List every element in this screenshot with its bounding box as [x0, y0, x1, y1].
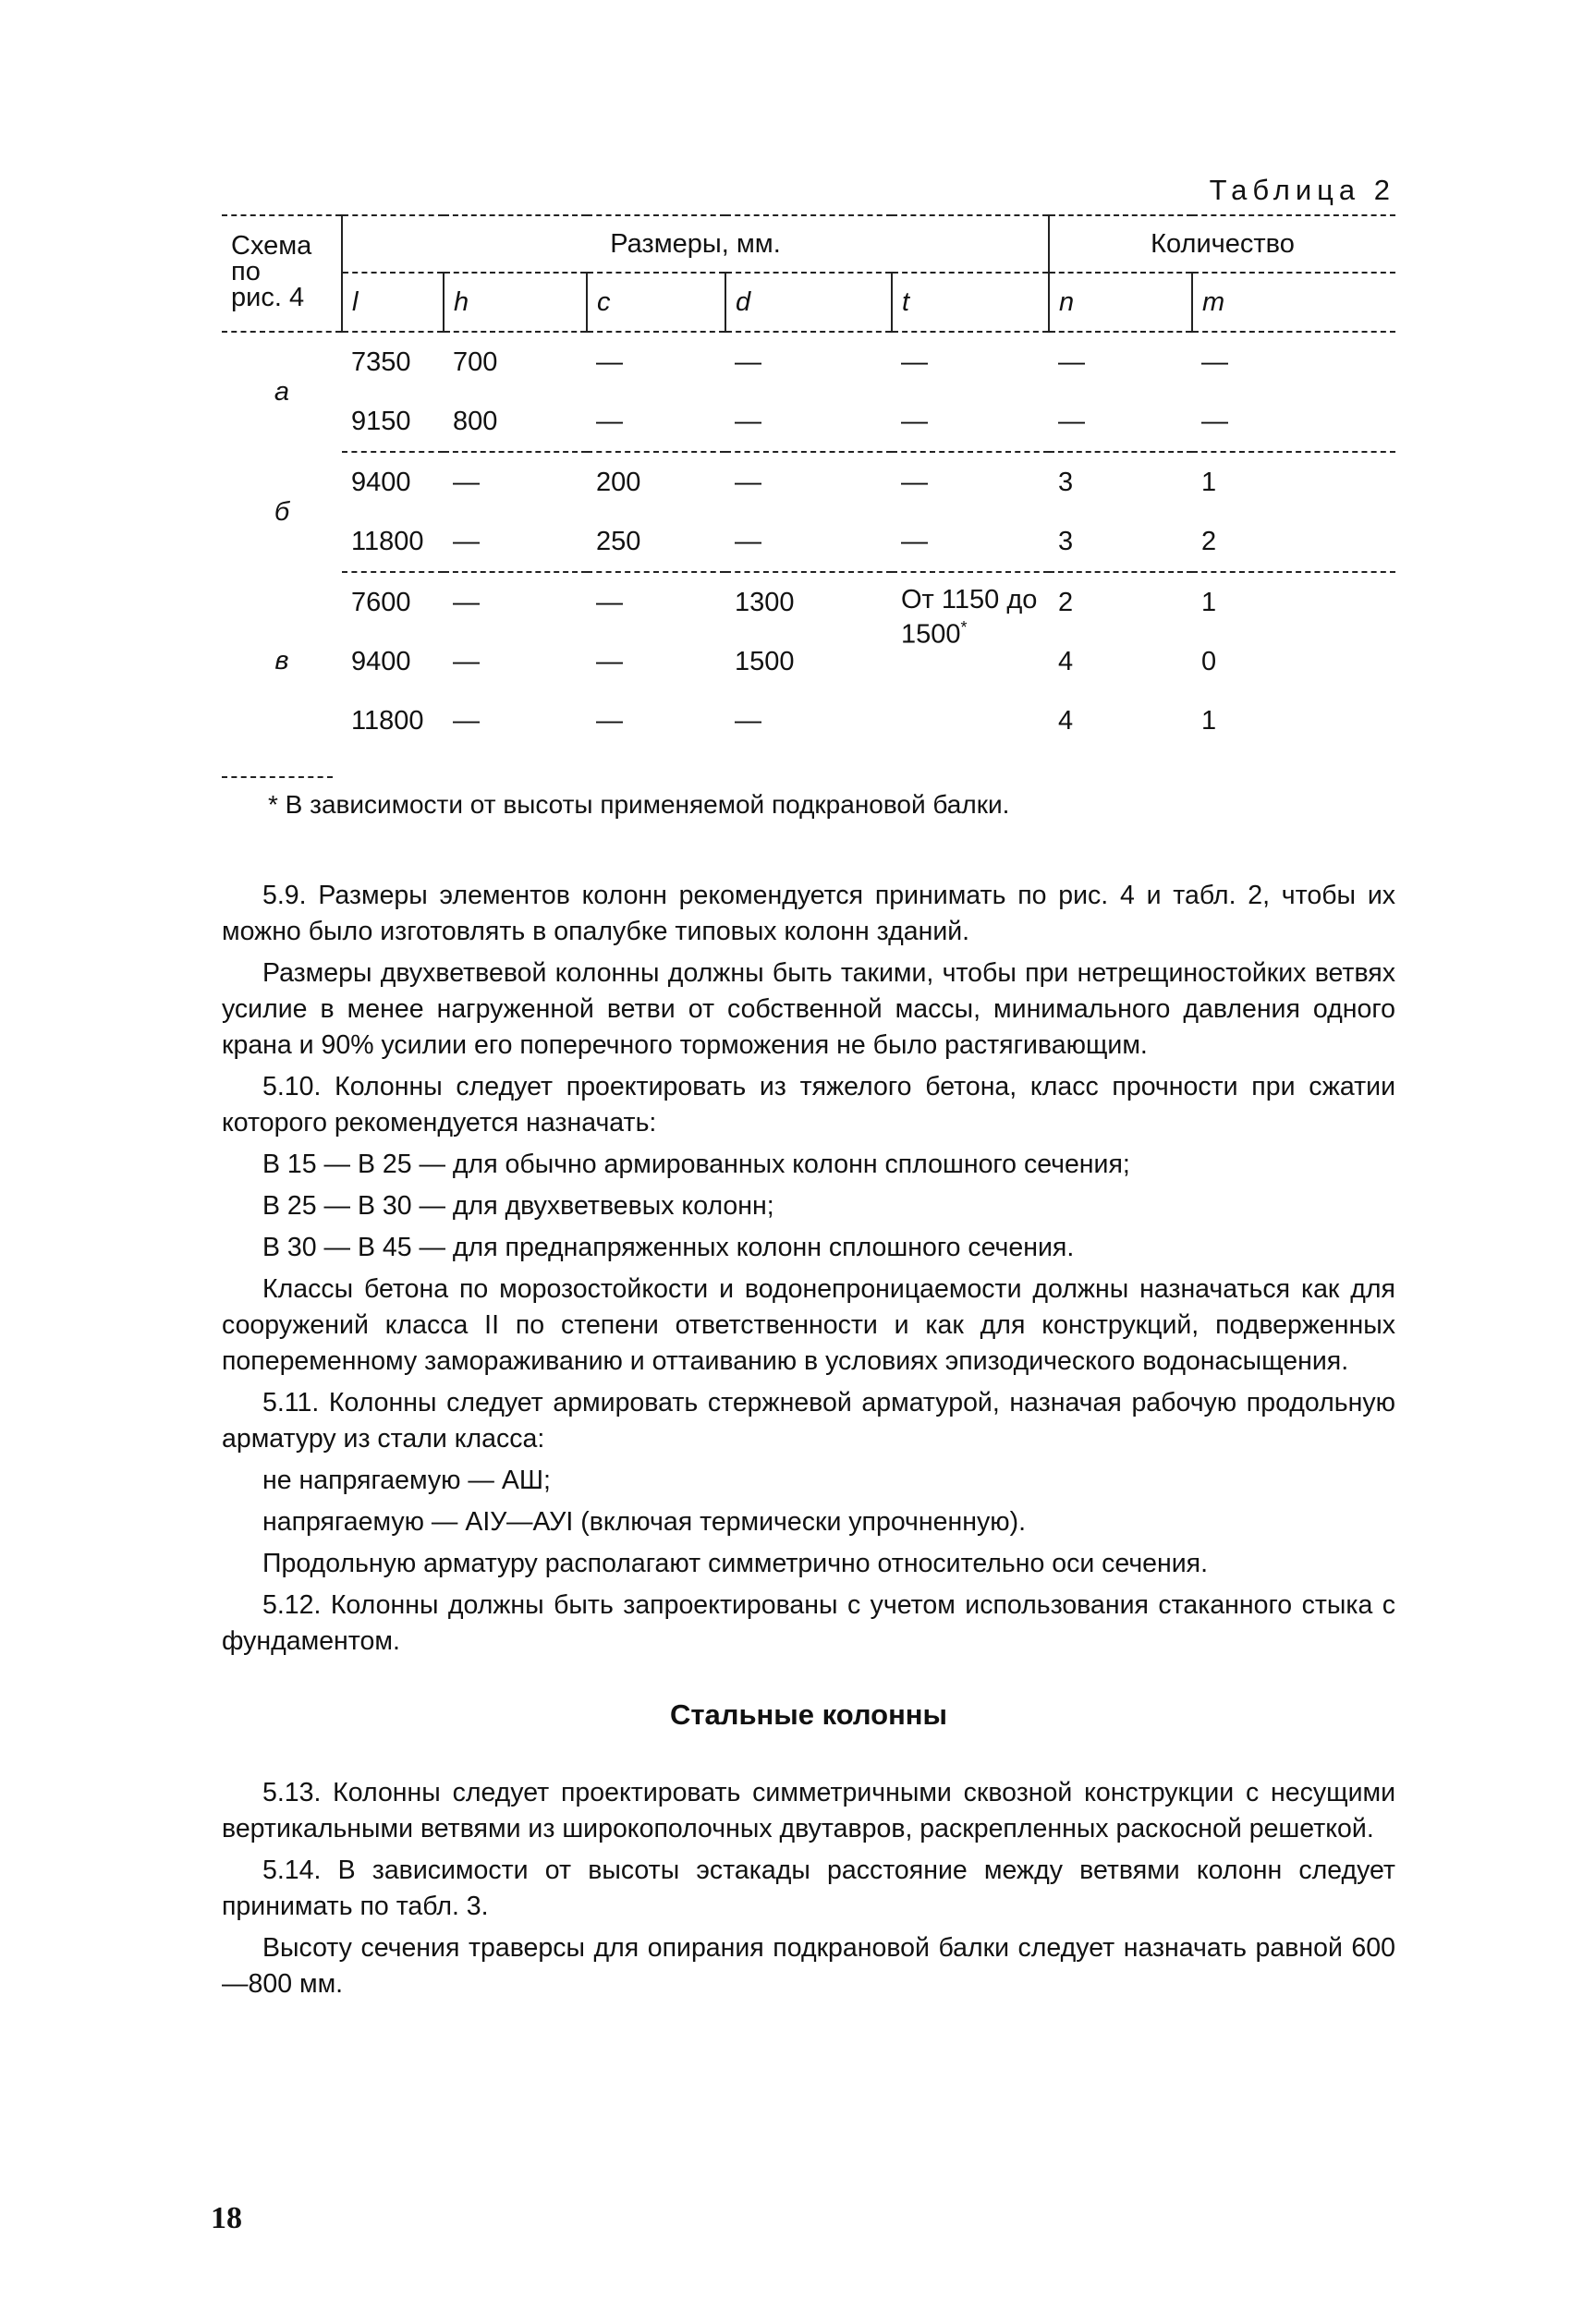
table-footnote: * В зависимости от высоты применяемой подкрановой балки.: [268, 790, 1010, 819]
subheader-m: m: [1192, 273, 1395, 332]
paragraph: 5.12. Колонны должны быть запроектированы с учетом использования стаканного стыка с фундаментом.: [222, 1590, 1395, 1656]
body-text: [222, 878, 1395, 2008]
table-row: [222, 452, 1395, 512]
scheme-cell: б: [274, 496, 290, 527]
table-row: [222, 572, 1395, 632]
paragraph: 5.9. Размеры элементов колонн рекомендуется принимать по рис. 4 и табл. 2, чтобы их можно было изготовлять в опалубке типовых колонн зданий.: [222, 881, 1395, 946]
table-cell: —: [901, 467, 928, 497]
table-cell: 250: [587, 512, 725, 572]
subheader-l: l: [342, 273, 444, 332]
table-cell: —: [587, 392, 725, 452]
section-title: Стальные колонны: [669, 1698, 948, 1731]
paragraph: Размеры двухветвевой колонны должны быть такими, чтобы при нетрещиностойких ветвях усилие в менее нагруженной ветви от собственной массы, минимального давления одного крана и 90% усилии его поперечного торможения не было растягивающим.: [222, 958, 1395, 1060]
paragraph: напрягаемую — АIУ—АУI (включая термически упрочненную).: [262, 1507, 1026, 1537]
table-row: [222, 332, 1395, 392]
table-body: [222, 332, 1395, 750]
subheader-d: d: [725, 273, 892, 332]
table-cell: —: [596, 705, 623, 736]
table-cell: —: [901, 347, 928, 377]
paragraph: 5.14. В зависимости от высоты эстакады расстояние между ветвями колонн следует принимать по табл. 3.: [222, 1856, 1395, 1921]
table-cell: 800: [444, 392, 587, 452]
paragraph: Продольную арматуру располагают симметрично относительно оси сечения.: [262, 1549, 1209, 1578]
table-row: [222, 392, 1395, 452]
paragraph: 5.11. Колонны следует армировать стержневой арматурой, назначая рабочую продольную арматуру из стали класса:: [222, 1388, 1395, 1454]
paragraph: не напрягаемую — АШ;: [262, 1466, 551, 1495]
subheader-h: h: [444, 273, 587, 332]
table-cell: —: [725, 512, 892, 572]
table-row: [222, 691, 1395, 750]
scheme-cell: а: [274, 377, 290, 407]
paragraph: 5.10. Колонны следует проектировать из тяжелого бетона, класс прочности при сжатии которого рекомендуется назначать:: [222, 1072, 1395, 1138]
header-scheme: Схема по рис. 4: [222, 215, 342, 332]
table-cell: 200: [596, 467, 641, 497]
table-cell: 9400: [351, 646, 411, 676]
table-cell: 1500: [735, 646, 795, 676]
table-cell: —: [444, 512, 587, 572]
table-cell: —: [1192, 392, 1395, 452]
table-cell: 11800: [351, 705, 424, 736]
table-caption: Таблица 2: [1209, 174, 1395, 206]
paragraph: Высоту сечения траверсы для опирания подкрановой балки следует назначать равной 600—800 мм.: [222, 1933, 1395, 1999]
table-cell: 4: [1058, 705, 1074, 736]
table-cell: —: [596, 347, 623, 377]
table-cell: 4: [1058, 646, 1074, 676]
table-cell: 3: [1049, 512, 1192, 572]
subheader-t: t: [892, 273, 1049, 332]
table-cell: —: [735, 347, 761, 377]
paragraph: В 30 — В 45 — для преднапряженных колонн сплошного сечения.: [262, 1233, 1075, 1262]
table-cell: 1: [1201, 587, 1217, 617]
table-row: [222, 512, 1395, 572]
footnote-marker: *: [960, 618, 968, 637]
scheme-cell: в: [274, 646, 289, 675]
table-cell: 7350: [351, 347, 411, 377]
table-cell: 1300: [735, 587, 795, 617]
paragraph: Классы бетона по морозостойкости и водонепроницаемости должны назначаться как для сооружений класса II по степени ответственности и как для конструкций, подверженных попеременному замораживанию и оттаиванию в условиях эпизодического водонасыщения.: [222, 1274, 1395, 1376]
table-cell: —: [735, 705, 761, 736]
table-cell: 11800: [342, 512, 444, 572]
paragraph: В 15 — В 25 — для обычно армированных колонн сплошного сечения;: [262, 1150, 1130, 1179]
table-cell-t-range: От 1150 до 1500*: [901, 585, 1038, 650]
table-cell: —: [735, 467, 761, 497]
table-cell: [892, 691, 1049, 750]
table-cell: —: [453, 705, 480, 736]
table-cell: 2: [1058, 587, 1074, 617]
table-cell: 2: [1192, 512, 1395, 572]
table-cell: 1: [1201, 705, 1217, 736]
subheader-n: n: [1049, 273, 1192, 332]
header-quantity: Количество: [1049, 215, 1395, 273]
table-cell: —: [453, 467, 480, 497]
page-number: 18: [211, 2201, 242, 2235]
table-cell: —: [725, 392, 892, 452]
table-cell: 7600: [351, 587, 411, 617]
subheader-c: c: [587, 273, 725, 332]
table-cell: —: [596, 646, 623, 676]
table-cell: —: [453, 646, 480, 676]
table-cell: 700: [453, 347, 498, 377]
table-row: [222, 632, 1395, 691]
table-cell: —: [892, 512, 1049, 572]
table-cell: —: [1201, 347, 1229, 377]
table-cell: 0: [1201, 646, 1217, 676]
dimensions-table: [222, 214, 1395, 750]
paragraph: 5.13. Колонны следует проектировать симметричными сквозной конструкции с несущими вертикальными ветвями из широкополочных двутавров, раскрепленных раскосной решеткой.: [222, 1778, 1395, 1843]
paragraph: В 25 — В 30 — для двухветвевых колонн;: [262, 1191, 774, 1221]
table-cell: 1: [1201, 467, 1217, 497]
table-cell: —: [596, 587, 623, 617]
table-cell: 9150: [342, 392, 444, 452]
table-cell: 3: [1058, 467, 1074, 497]
table-cell: —: [1049, 392, 1192, 452]
table-cell: —: [1058, 347, 1086, 377]
header-sizes: Размеры, мм.: [342, 215, 1049, 273]
table-cell: —: [453, 587, 480, 617]
footnote-divider: [222, 776, 333, 778]
table-cell: —: [892, 392, 1049, 452]
table-cell: 9400: [351, 467, 411, 497]
